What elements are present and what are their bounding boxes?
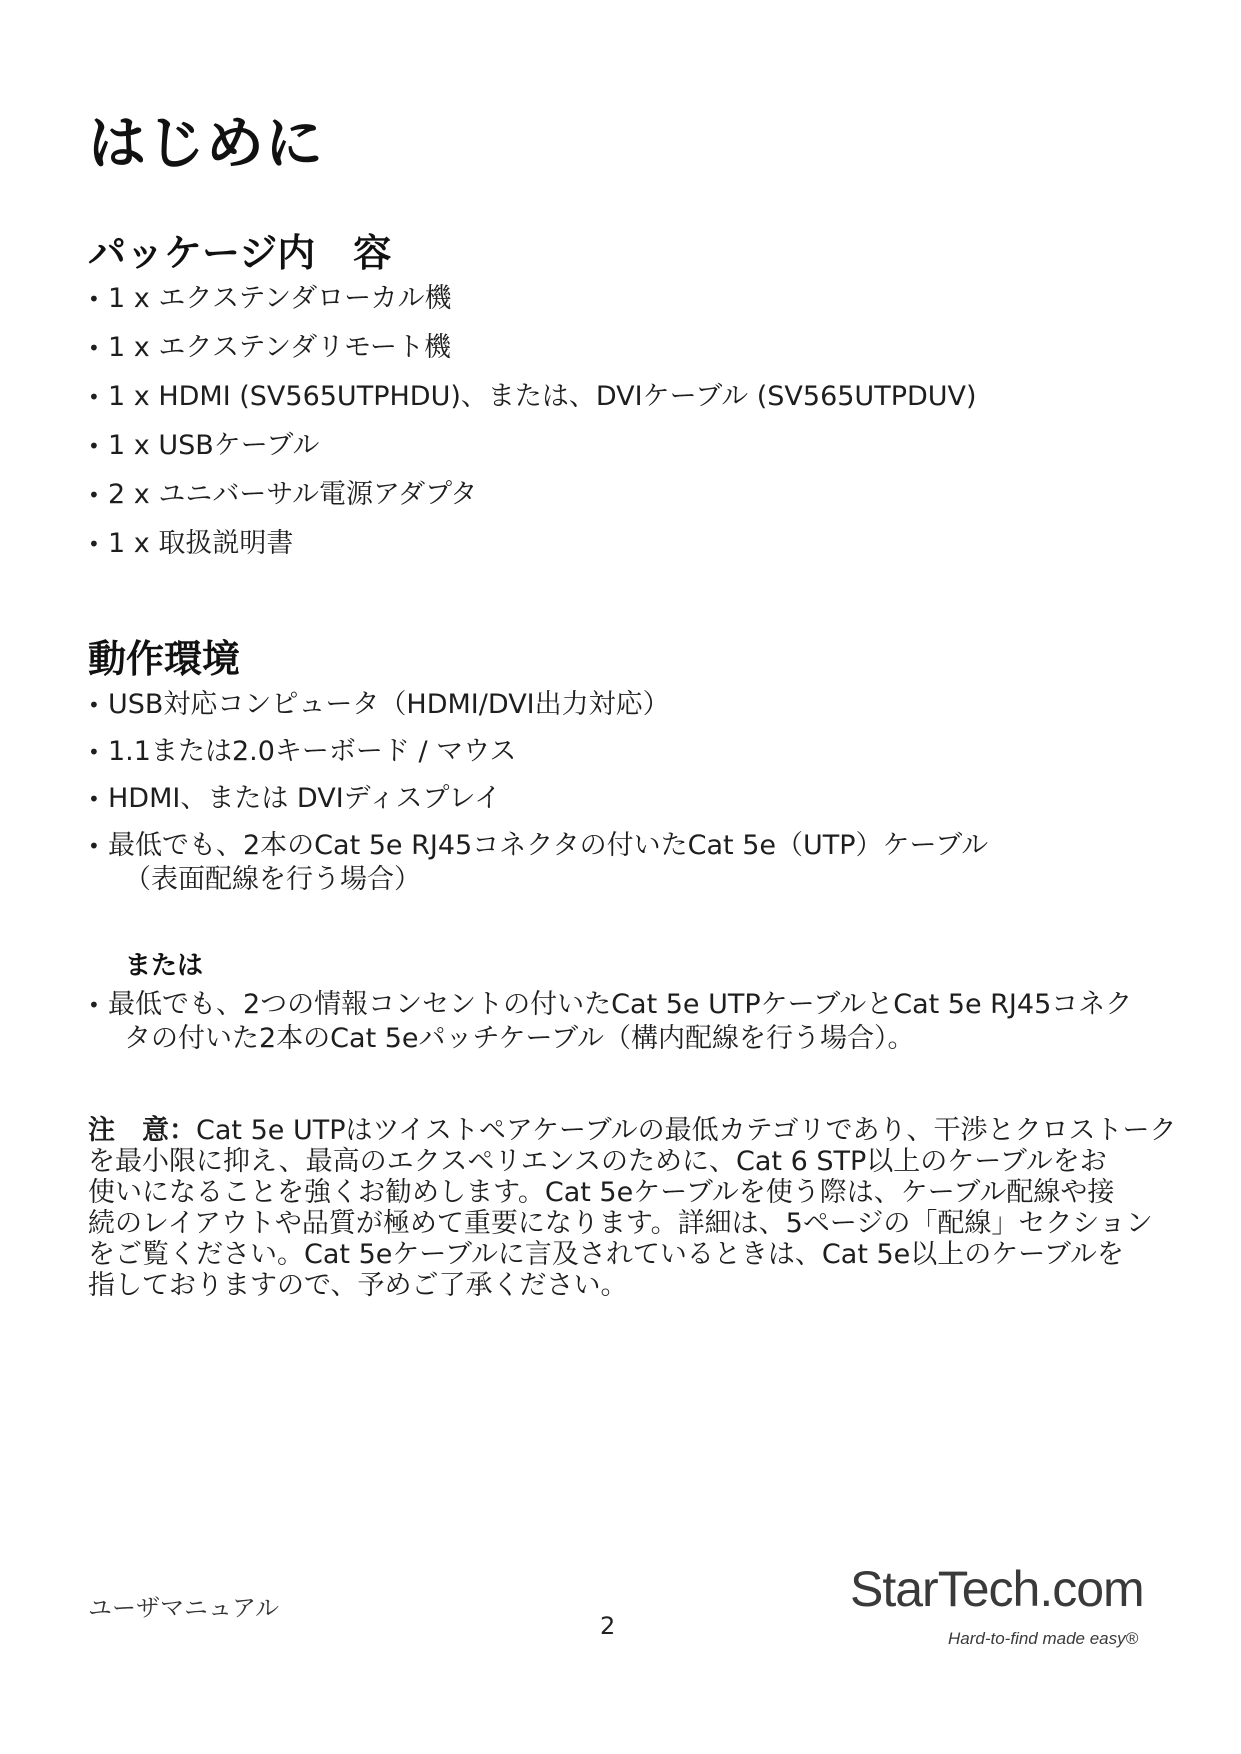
list-item: • 最低でも、2つの情報コンセントの付いたCat 5e UTPケーブルとCat 5e RJ45コネク タの付いた2本のCat 5eパッチケーブル（構内配線を行う場合）。 [88, 989, 1133, 1054]
logo-wordmark: StarTech.com [850, 1561, 1144, 1617]
system-requirements-heading: 動作環境 [88, 637, 241, 681]
list-item: • 1 x 取扱説明書 [88, 528, 294, 559]
list-item: • HDMI、または DVIディスプレイ [88, 783, 502, 814]
user-manual-label: ユーザマニュアル [88, 1594, 280, 1622]
system-requirements-list [88, 688, 1208, 910]
note-label: 注 意： [88, 1115, 196, 1146]
list-item: • 1 x エクステンダローカル機 [88, 283, 452, 314]
list-item: • 1 x USBケーブル [88, 430, 320, 461]
or-label: または [125, 951, 204, 981]
note-paragraph: 注 意：Cat 5e UTPはツイストペアケーブルの最低カテゴリであり、干渉とクロストーク を最小限に抑え、最高のエクスペリエンスのために、Cat 6 STP以上のケーブルをお 使いになることを強くお勧めします。Cat 5eケーブルを使う際は、ケーブル配線や接 続のレイアウトや品質が極めて重要になります。詳細は、5ページの「配線」セクション をご覧ください。Cat 5eケーブルに言及されているときは、Cat 5e以上のケーブルを 指しておりますので、予めご了承ください。 [88, 1115, 1177, 1301]
page-title: はじめに [88, 109, 325, 177]
list-item: • 1 x エクステンダリモート機 [88, 332, 452, 363]
package-contents-list [88, 282, 1208, 576]
list-item: • 1 x HDMI (SV565UTPHDU)、または、DVIケーブル (SV565UTPDUV) [88, 381, 977, 412]
startech-logo [848, 1556, 1168, 1656]
alt-requirements-list [88, 988, 1208, 1056]
list-item: • 2 x ユニバーサル電源アダプタ [88, 479, 478, 510]
package-contents-heading: パッケージ内 容 [88, 231, 392, 275]
list-item: • 1.1または2.0キーボード / マウス [88, 736, 517, 767]
logo-tagline: Hard-to-find made easy® [948, 1629, 1139, 1648]
list-item: • USB対応コンピュータ（HDMI/DVI出力対応） [88, 689, 670, 720]
list-item: • 最低でも、2本のCat 5e RJ45コネクタの付いたCat 5e（UTP）ケーブル （表面配線を行う場合） [88, 830, 989, 895]
page-number: 2 [600, 1612, 616, 1640]
